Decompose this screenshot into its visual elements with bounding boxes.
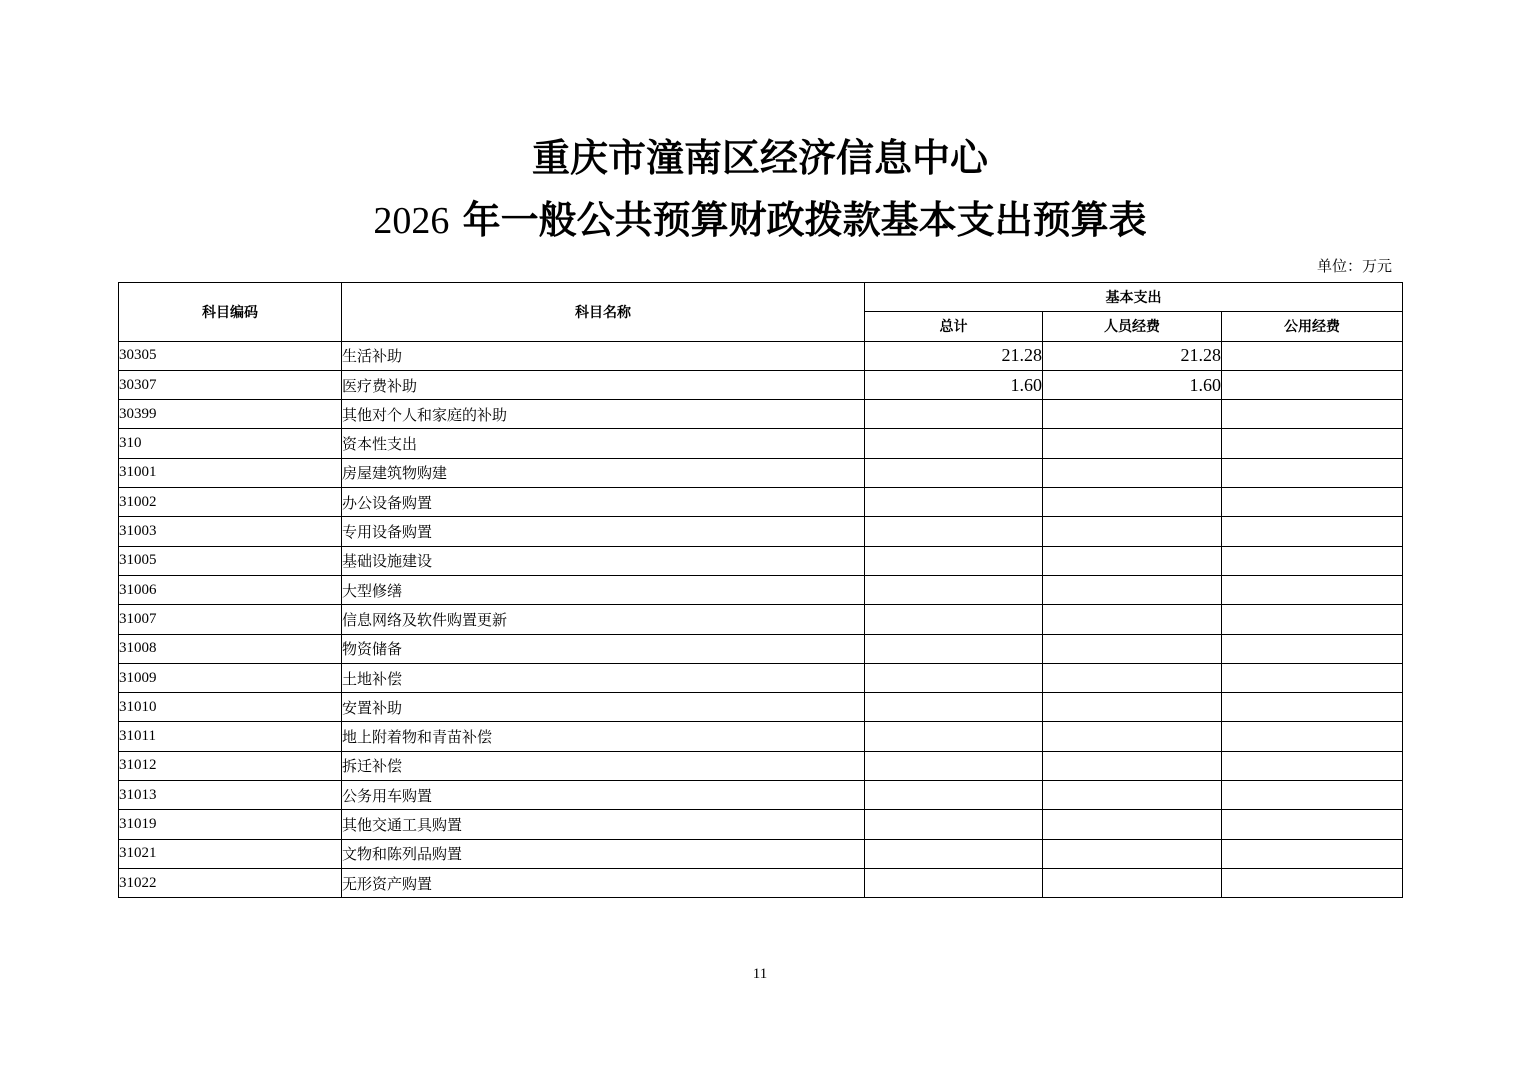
cell-personnel	[1043, 517, 1222, 546]
budget-table	[118, 282, 1403, 898]
cell-personnel	[1043, 693, 1222, 722]
cell-personnel	[1043, 546, 1222, 575]
cell-code: 31002	[119, 488, 342, 517]
cell-personnel	[1043, 634, 1222, 663]
table-row	[119, 605, 1403, 634]
cell-code: 31022	[119, 868, 342, 897]
cell-personnel	[1043, 400, 1222, 429]
cell-name: 信息网络及软件购置更新	[342, 605, 865, 634]
header-basic-expenditure: 基本支出	[865, 283, 1403, 312]
header-public: 公用经费	[1222, 312, 1403, 341]
table-row	[119, 546, 1403, 575]
cell-name: 房屋建筑物购建	[342, 458, 865, 487]
cell-total	[865, 781, 1043, 810]
cell-code: 31001	[119, 458, 342, 487]
cell-total	[865, 605, 1043, 634]
cell-personnel	[1043, 458, 1222, 487]
cell-public	[1222, 341, 1403, 370]
cell-name: 地上附着物和青苗补偿	[342, 722, 865, 751]
document-subtitle	[0, 195, 1520, 246]
cell-total	[865, 517, 1043, 546]
cell-personnel: 21.28	[1043, 341, 1222, 370]
table-row	[119, 722, 1403, 751]
header-personnel: 人员经费	[1043, 312, 1222, 341]
cell-total	[865, 751, 1043, 780]
cell-name: 办公设备购置	[342, 488, 865, 517]
table-row	[119, 693, 1403, 722]
cell-code: 31007	[119, 605, 342, 634]
cell-name: 大型修缮	[342, 575, 865, 604]
header-name: 科目名称	[342, 283, 865, 342]
cell-code: 31005	[119, 546, 342, 575]
cell-name: 生活补助	[342, 341, 865, 370]
cell-code: 31013	[119, 781, 342, 810]
cell-public	[1222, 781, 1403, 810]
cell-code: 30305	[119, 341, 342, 370]
cell-name: 文物和陈列品购置	[342, 839, 865, 868]
cell-personnel	[1043, 781, 1222, 810]
table-row	[119, 575, 1403, 604]
table-row	[119, 751, 1403, 780]
cell-total: 21.28	[865, 341, 1043, 370]
cell-public	[1222, 517, 1403, 546]
table-body	[119, 341, 1403, 898]
cell-public	[1222, 634, 1403, 663]
cell-code: 31006	[119, 575, 342, 604]
cell-personnel	[1043, 575, 1222, 604]
header-code: 科目编码	[119, 283, 342, 342]
cell-code: 31012	[119, 751, 342, 780]
table-row	[119, 370, 1403, 399]
cell-code: 31011	[119, 722, 342, 751]
cell-public	[1222, 810, 1403, 839]
cell-name: 专用设备购置	[342, 517, 865, 546]
cell-code: 31010	[119, 693, 342, 722]
table-row	[119, 868, 1403, 897]
cell-code: 31003	[119, 517, 342, 546]
cell-name: 其他交通工具购置	[342, 810, 865, 839]
cell-total	[865, 722, 1043, 751]
cell-code: 31008	[119, 634, 342, 663]
cell-public	[1222, 751, 1403, 780]
title-line2: 年一般公共预算财政拨款基本支出预算表	[449, 197, 1147, 242]
cell-name: 基础设施建设	[342, 546, 865, 575]
table-row	[119, 634, 1403, 663]
cell-code: 30307	[119, 370, 342, 399]
cell-personnel	[1043, 663, 1222, 692]
cell-name: 安置补助	[342, 693, 865, 722]
title-line1: 重庆市潼南区经济信息中心	[531, 135, 988, 180]
cell-code: 30399	[119, 400, 342, 429]
cell-total	[865, 400, 1043, 429]
cell-personnel	[1043, 488, 1222, 517]
page-number: 11	[752, 966, 768, 982]
cell-name: 拆迁补偿	[342, 751, 865, 780]
cell-total: 1.60	[865, 370, 1043, 399]
cell-personnel	[1043, 429, 1222, 458]
title-year: 2026	[373, 200, 450, 242]
cell-public	[1222, 693, 1403, 722]
cell-code: 31021	[119, 839, 342, 868]
cell-name: 无形资产购置	[342, 868, 865, 897]
cell-total	[865, 868, 1043, 897]
table-row	[119, 429, 1403, 458]
cell-total	[865, 546, 1043, 575]
cell-code: 310	[119, 429, 342, 458]
cell-total	[865, 634, 1043, 663]
document-title	[0, 133, 1520, 183]
cell-public	[1222, 722, 1403, 751]
cell-personnel: 1.60	[1043, 370, 1222, 399]
cell-name: 公务用车购置	[342, 781, 865, 810]
cell-name: 资本性支出	[342, 429, 865, 458]
cell-total	[865, 429, 1043, 458]
table-row	[119, 663, 1403, 692]
table-row	[119, 517, 1403, 546]
table-row	[119, 341, 1403, 370]
cell-public	[1222, 488, 1403, 517]
table-row	[119, 488, 1403, 517]
cell-public	[1222, 546, 1403, 575]
cell-total	[865, 810, 1043, 839]
cell-personnel	[1043, 722, 1222, 751]
cell-code: 31019	[119, 810, 342, 839]
cell-name: 物资储备	[342, 634, 865, 663]
cell-total	[865, 488, 1043, 517]
cell-total	[865, 663, 1043, 692]
table-row	[119, 839, 1403, 868]
cell-personnel	[1043, 839, 1222, 868]
cell-personnel	[1043, 810, 1222, 839]
cell-personnel	[1043, 751, 1222, 780]
cell-public	[1222, 868, 1403, 897]
cell-public	[1222, 370, 1403, 399]
cell-name: 医疗费补助	[342, 370, 865, 399]
unit-label: 单位：万元	[1316, 257, 1392, 275]
cell-personnel	[1043, 605, 1222, 634]
cell-total	[865, 839, 1043, 868]
cell-public	[1222, 575, 1403, 604]
header-row-1	[119, 283, 1403, 312]
cell-total	[865, 693, 1043, 722]
cell-name: 其他对个人和家庭的补助	[342, 400, 865, 429]
table-row	[119, 400, 1403, 429]
table-row	[119, 810, 1403, 839]
cell-public	[1222, 663, 1403, 692]
header-total: 总计	[865, 312, 1043, 341]
table-row	[119, 781, 1403, 810]
cell-total	[865, 575, 1043, 604]
cell-public	[1222, 605, 1403, 634]
cell-code: 31009	[119, 663, 342, 692]
table-row	[119, 458, 1403, 487]
table-header	[119, 283, 1403, 342]
cell-public	[1222, 400, 1403, 429]
cell-public	[1222, 458, 1403, 487]
cell-personnel	[1043, 868, 1222, 897]
cell-public	[1222, 839, 1403, 868]
cell-public	[1222, 429, 1403, 458]
cell-name: 土地补偿	[342, 663, 865, 692]
cell-total	[865, 458, 1043, 487]
